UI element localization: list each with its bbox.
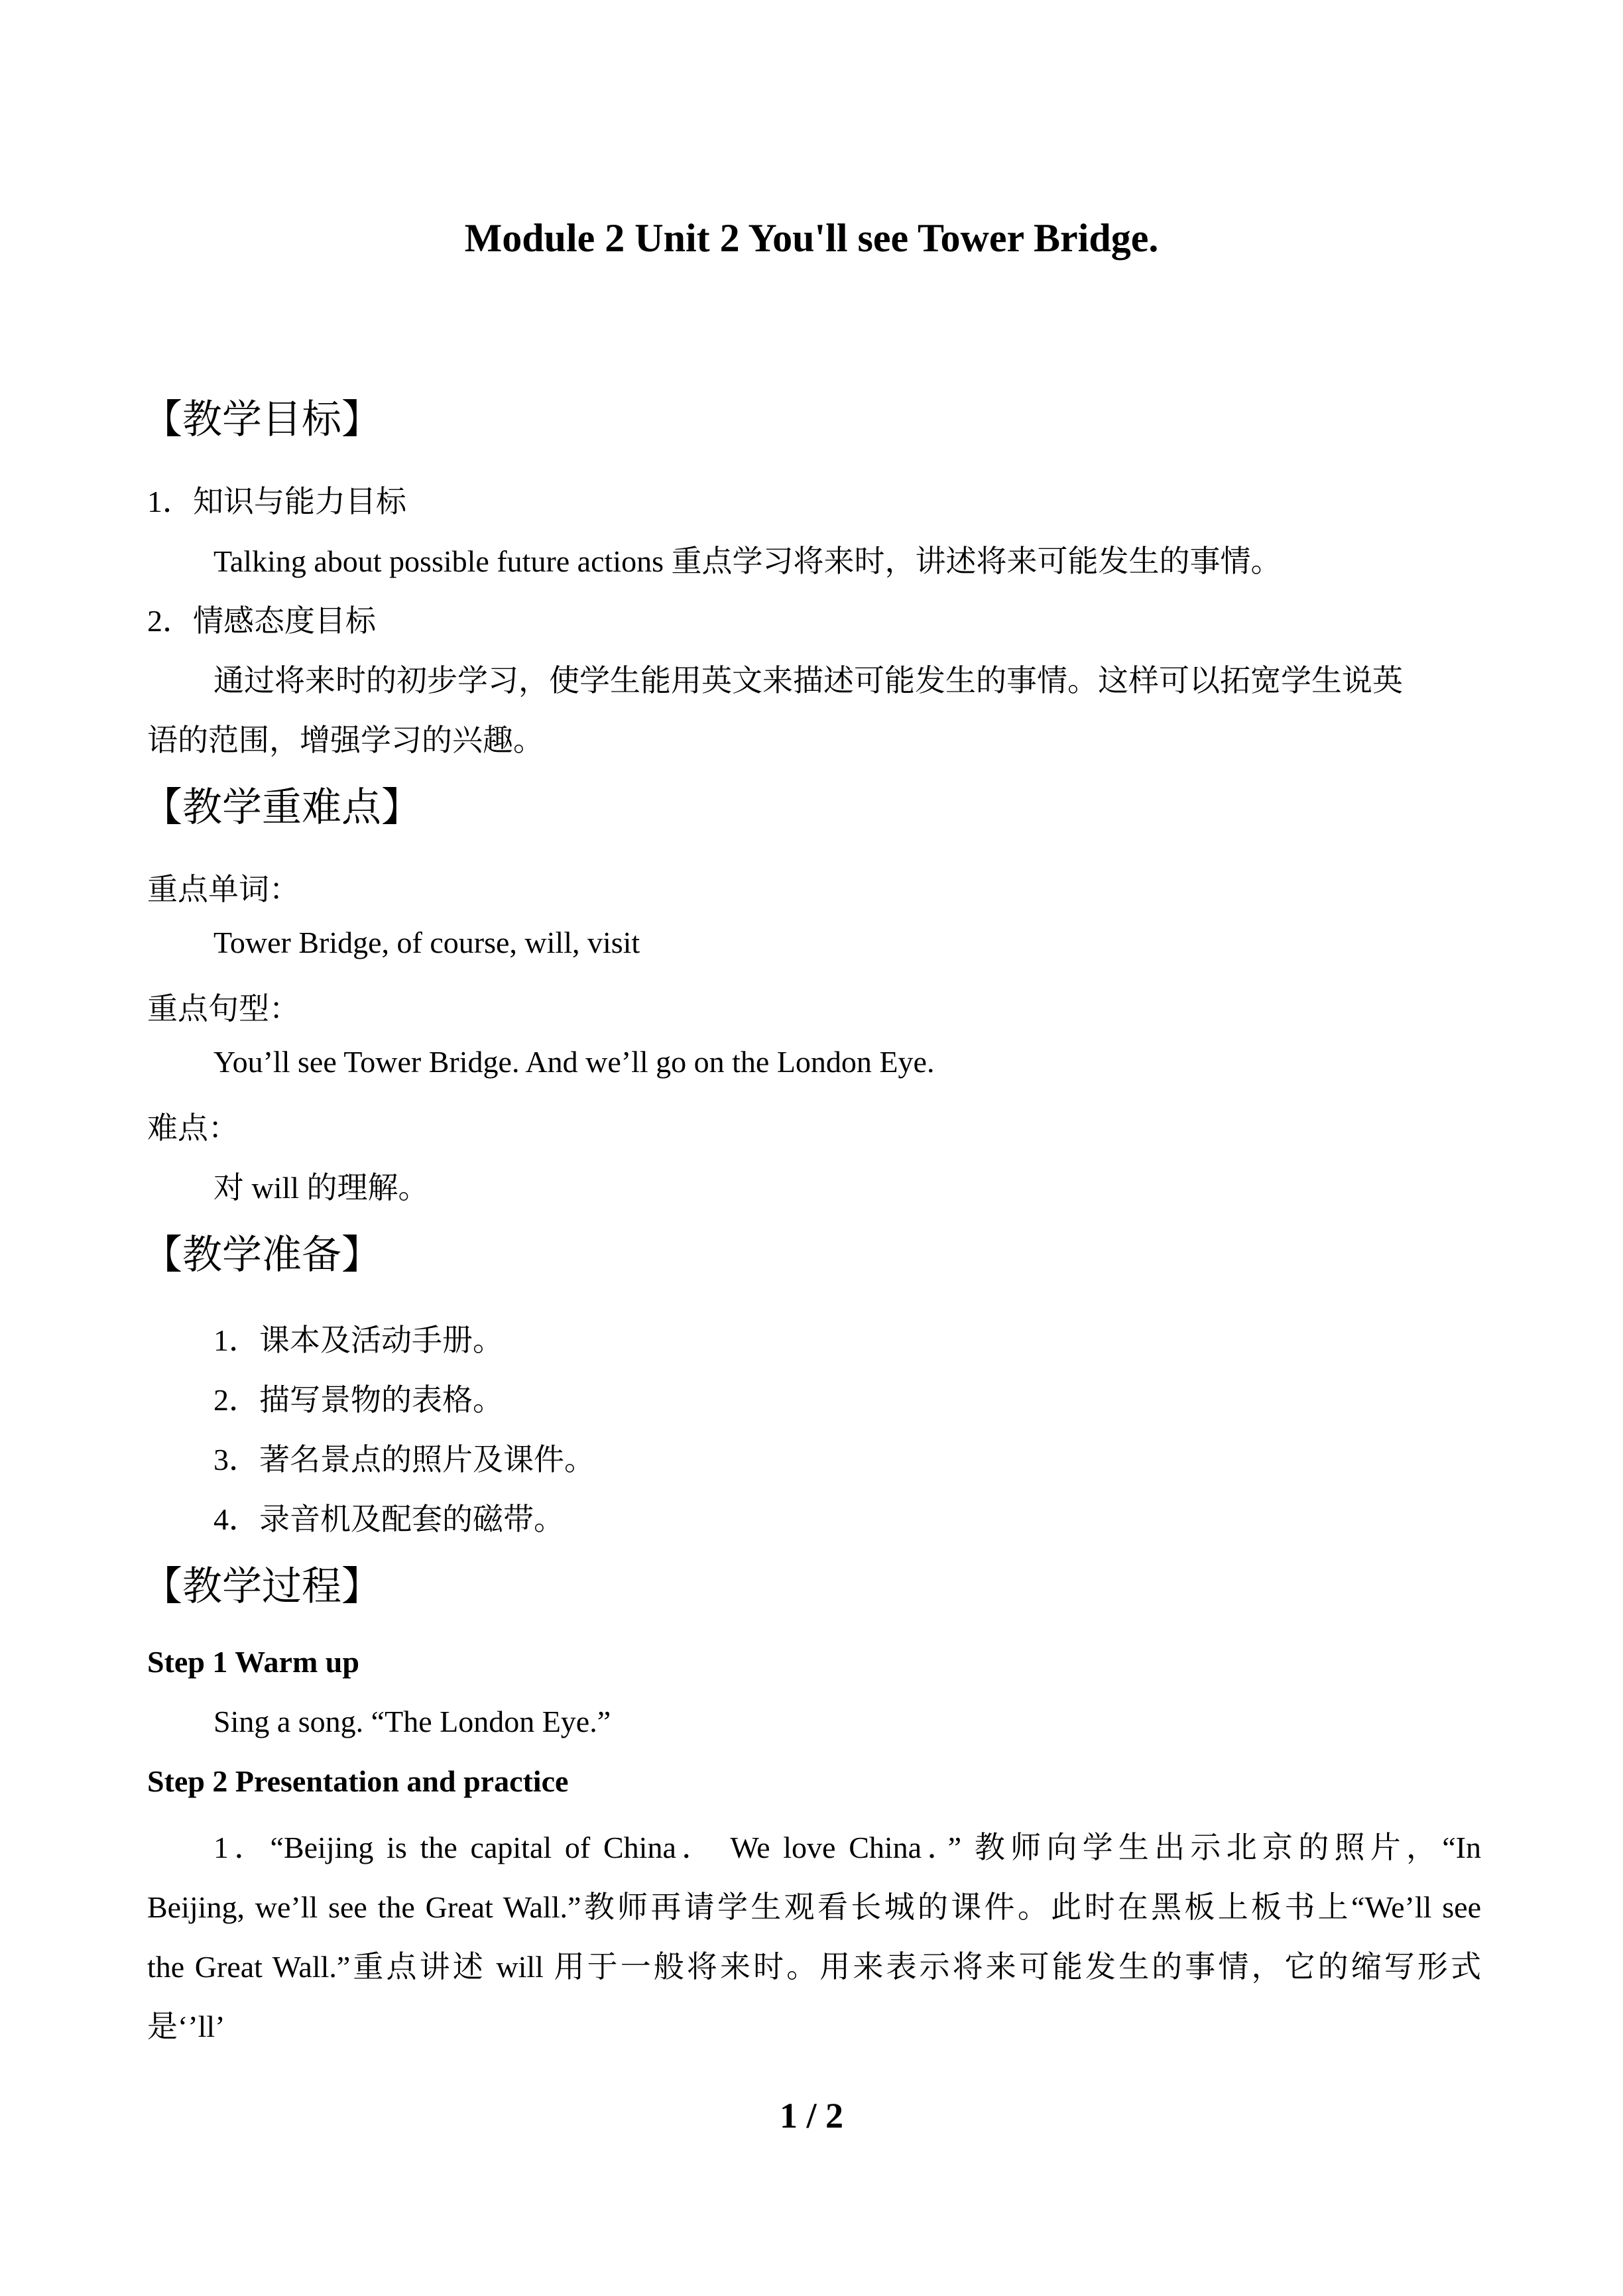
step-2-title: Step 2 Presentation and practice — [147, 1764, 569, 1798]
objective-2-text-line2: 语的范围，增强学习的兴趣。 — [147, 723, 544, 757]
objective-2-text-line1: 通过将来时的初步学习，使学生能用英文来描述可能发生的事情。这样可以拓宽学生说英 — [213, 664, 1403, 697]
preparation-item: 2．描写景物的表格。 — [213, 1383, 503, 1417]
preparation-item: 4．录音机及配套的磁带。 — [213, 1502, 564, 1536]
key-sentences-label: 重点句型： — [147, 992, 300, 1026]
section-heading-key-points: 【教学重难点】 — [143, 786, 421, 829]
difficulty-text: 对 will 的理解。 — [213, 1171, 429, 1205]
preparation-item: 1．课本及活动手册。 — [213, 1323, 503, 1357]
step-1-text: Sing a song. “The London Eye.” — [213, 1705, 611, 1738]
objective-1-label: 1．知识与能力目标 — [147, 485, 406, 518]
key-sentences: You’ll see Tower Bridge. And we’ll go on the London Eye. — [213, 1045, 935, 1079]
objective-1-text: Talking about possible future actions 重点学习将来时，讲述将来可能发生的事情。 — [213, 544, 1282, 578]
step-2-text-line1: 1．“Beijing is the capital of China． We love China．” 教师向学生出示北京的照片，“In — [213, 1831, 1481, 1864]
step-2-text-line2: Beijing, we’ll see the Great Wall.”教师再请学生观看长城的课件。此时在黑板上板书上“We’ll see — [147, 1890, 1481, 1924]
step-2-text-line4: 是‘’ll’ — [147, 2010, 225, 2043]
key-words-label: 重点单词： — [147, 873, 300, 906]
page-number: 1 / 2 — [779, 2096, 843, 2136]
section-heading-objectives: 【教学目标】 — [143, 398, 381, 442]
section-heading-process: 【教学过程】 — [143, 1565, 381, 1608]
preparation-item: 3．著名景点的照片及课件。 — [213, 1443, 595, 1477]
document-title: Module 2 Unit 2 You'll see Tower Bridge. — [464, 216, 1159, 260]
step-1-title: Step 1 Warm up — [147, 1645, 359, 1679]
objective-2-label: 2．情感态度目标 — [147, 604, 376, 638]
difficulty-label: 难点： — [147, 1111, 239, 1145]
section-heading-preparation: 【教学准备】 — [143, 1233, 381, 1277]
key-words: Tower Bridge, of course, will, visit — [213, 926, 640, 959]
step-2-text-line3: the Great Wall.”重点讲述 will 用于一般将来时。用来表示将来可能发生的事情，它的缩写形式 — [147, 1950, 1481, 1984]
